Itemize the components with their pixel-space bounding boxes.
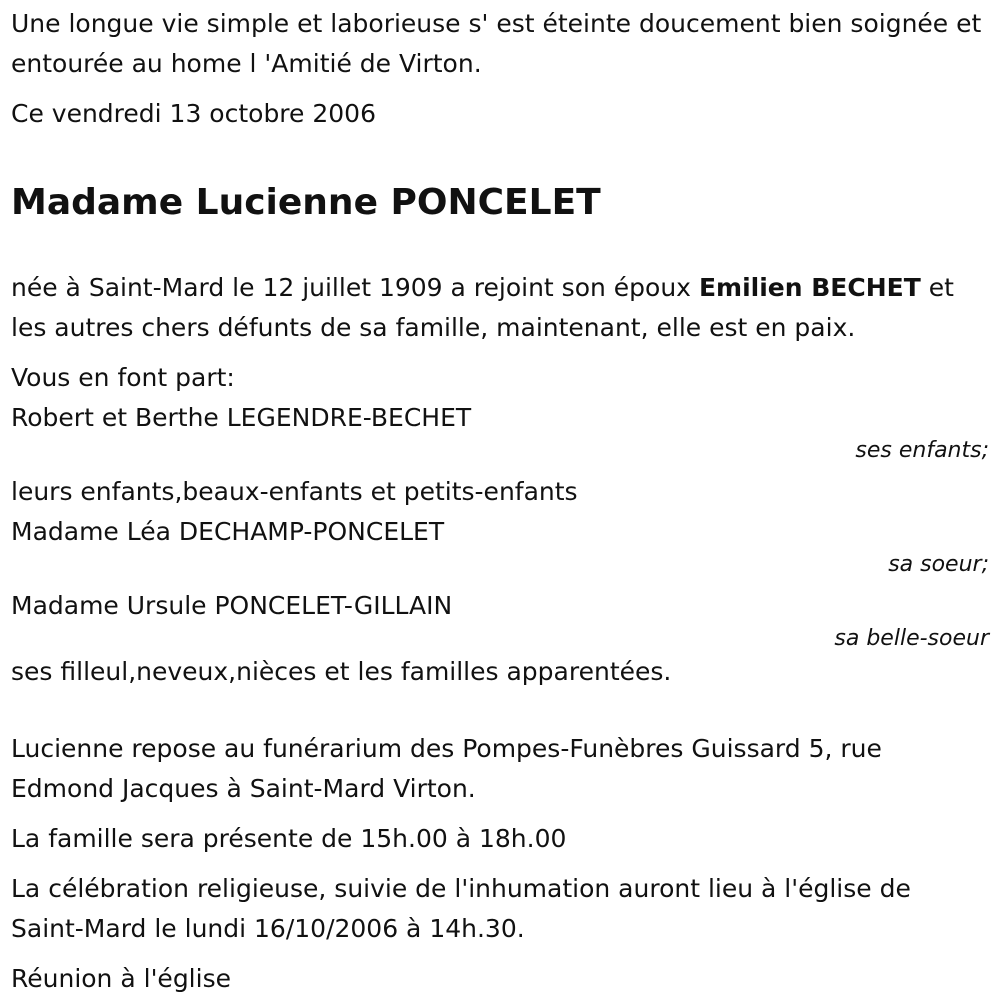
death-date: Ce vendredi 13 octobre 2006	[11, 99, 376, 128]
spouse-name: Emilien BECHET	[698, 273, 921, 302]
ceremony-text: La célébration religieuse, suivie de l'inhumation auront lieu à l'église de Saint-Mard le lundi 16/10/2006 à 14h.30.	[11, 874, 911, 943]
meeting-text: Réunion à l'église	[11, 964, 231, 993]
family-sister-relation: sa soeur;	[888, 552, 989, 577]
intro-text: Une longue vie simple et laborieuse s' est éteinte doucement bien soignée et entourée au home l 'Amitié de Virton.	[11, 9, 982, 78]
family-sister: Madame Léa DECHAMP-PONCELET	[11, 517, 445, 546]
family-grandchildren: leurs enfants,beaux-enfants et petits-enfants	[11, 477, 578, 506]
presence-text: La famille sera présente de 15h.00 à 18h.00	[11, 824, 567, 853]
repose-text: Lucienne repose au funérarium des Pompes-Funèbres Guissard 5, rue Edmond Jacques à Saint-Mard Virton.	[11, 734, 882, 803]
obituary-notice	[11, 0, 989, 999]
family-sister-in-law-relation: sa belle-soeur	[834, 626, 989, 651]
deceased-name: Madame Lucienne PONCELET	[11, 182, 601, 223]
birth-text-end: et les autres chers défunts de sa famille, maintenant, elle est en paix.	[11, 273, 954, 342]
family-sister-in-law: Madame Ursule PONCELET-GILLAIN	[11, 591, 453, 620]
family-others: ses filleul,neveux,nièces et les familles apparentées.	[11, 657, 672, 686]
family-children: Robert et Berthe LEGENDRE-BECHET	[11, 403, 472, 432]
announce-text: Vous en font part:	[11, 363, 235, 392]
family-children-relation: ses enfants;	[855, 438, 989, 463]
birth-paragraph	[11, 268, 989, 348]
birth-text: née à Saint-Mard le 12 juillet 1909 a rejoint son époux	[11, 273, 699, 302]
